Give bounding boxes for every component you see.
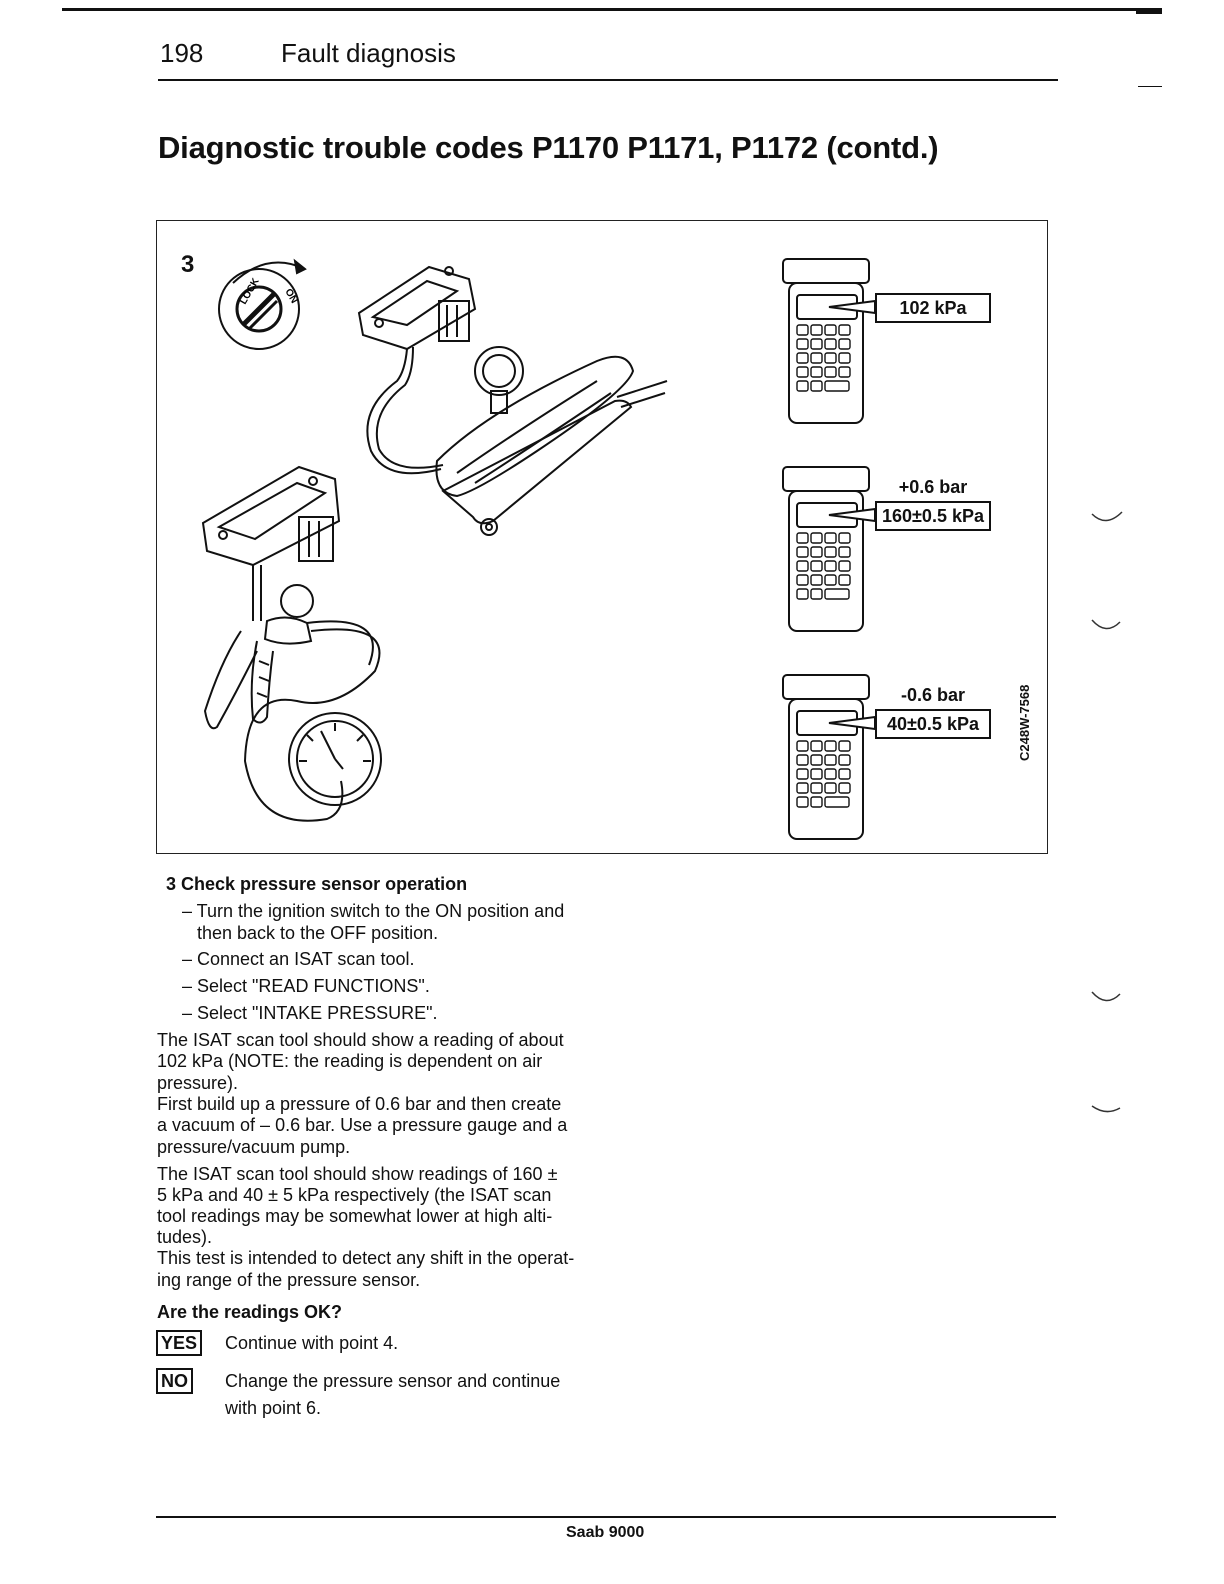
keypad-key — [811, 325, 822, 335]
question: Are the readings OK? — [157, 1302, 343, 1322]
page-number: 198 — [160, 38, 204, 68]
ignition-switch-icon — [219, 261, 305, 349]
no-tag: NO — [156, 1368, 193, 1394]
keypad-key — [825, 797, 849, 807]
ignition-on-label: ON — [282, 287, 300, 306]
keypad-key — [811, 575, 822, 585]
keypad-key — [797, 339, 808, 349]
keypad-key — [797, 783, 808, 793]
paragraph-line: a vacuum of – 0.6 bar. Use a pressure gauge and a — [157, 1115, 568, 1135]
keypad-key — [797, 741, 808, 751]
keypad-key — [839, 741, 850, 751]
keypad-key — [825, 769, 836, 779]
readout-value-1: 102 kPa — [875, 293, 991, 323]
keypad-key — [797, 589, 808, 599]
vacuum-pump — [205, 585, 313, 728]
keypad-key — [839, 547, 850, 557]
yes-tag: YES — [156, 1330, 202, 1356]
paragraph-line: pressure/vacuum pump. — [157, 1137, 351, 1157]
keypad-key — [797, 533, 808, 543]
paragraph-line: 102 kPa (NOTE: the reading is dependent on air — [157, 1051, 543, 1071]
instruction-step: – Select "READ FUNCTIONS". — [182, 976, 430, 996]
ignition-lock-label: LOCK — [238, 276, 262, 307]
keypad-key — [839, 783, 850, 793]
header-rule — [158, 79, 1058, 81]
keypad-key — [811, 367, 822, 377]
keypad-key — [825, 353, 836, 363]
keypad-key — [797, 325, 808, 335]
keypad-key — [797, 353, 808, 363]
keypad-key — [825, 575, 836, 585]
lower-pressure-sensor — [203, 467, 339, 565]
keypad-key — [811, 797, 822, 807]
keypad-key — [825, 589, 849, 599]
pressure-gauge-icon — [289, 713, 381, 805]
keypad-key — [797, 367, 808, 377]
keypad-key — [839, 339, 850, 349]
top-rule-mark — [1136, 8, 1162, 14]
readout-value-3: 40±0.5 kPa — [875, 709, 991, 739]
keypad-key — [797, 381, 808, 391]
paragraph-line: The ISAT scan tool should show a reading of about — [157, 1030, 564, 1050]
paragraph-line: pressure). — [157, 1073, 239, 1093]
keypad-key — [825, 325, 836, 335]
keypad-key — [797, 797, 808, 807]
intake-manifold — [436, 347, 667, 535]
keypad-key — [811, 533, 822, 543]
keypad-key — [797, 755, 808, 765]
footer-rule — [156, 1516, 1056, 1518]
paragraph-line: First build up a pressure of 0.6 bar and then create — [157, 1094, 562, 1114]
readout-label-2: +0.6 bar — [898, 477, 968, 497]
keypad-key — [839, 561, 850, 571]
page-title: Diagnostic trouble codes P1170 P1171, P1172 (contd.) — [158, 130, 939, 165]
keypad-key — [811, 741, 822, 751]
keypad-key — [811, 783, 822, 793]
keypad-key — [825, 755, 836, 765]
keypad-key — [811, 353, 822, 363]
keypad-key — [825, 547, 836, 557]
keypad-key — [825, 783, 836, 793]
instruction-step: – Select "INTAKE PRESSURE". — [182, 1003, 438, 1023]
paragraph-line: ing range of the pressure sensor. — [157, 1270, 421, 1290]
paragraph-line: tudes). — [157, 1227, 213, 1247]
keypad-key — [825, 533, 836, 543]
keypad-key — [797, 769, 808, 779]
section-title: Fault diagnosis — [281, 38, 456, 68]
keypad-key — [811, 561, 822, 571]
upper-pressure-sensor — [359, 267, 475, 349]
page-edge-marks — [1086, 500, 1126, 1140]
keypad-key — [825, 339, 836, 349]
paragraph-line: This test is intended to detect any shift in the operat- — [157, 1248, 575, 1268]
diagram-figure — [156, 220, 1048, 854]
keypad-key — [811, 547, 822, 557]
step-number: 3 — [181, 251, 195, 278]
keypad-key — [825, 741, 836, 751]
paragraph-line: The ISAT scan tool should show readings of 160 ± — [157, 1164, 558, 1184]
keypad-key — [811, 769, 822, 779]
keypad-key — [839, 575, 850, 585]
keypad-key — [825, 561, 836, 571]
paragraph-line: tool readings may be somewhat lower at high alti- — [157, 1206, 553, 1226]
keypad-key — [839, 755, 850, 765]
margin-mark — [1138, 86, 1162, 87]
paragraph-line: 5 kPa and 40 ± 5 kPa respectively (the ISAT scan — [157, 1185, 552, 1205]
keypad-key — [797, 547, 808, 557]
keypad-key — [811, 339, 822, 349]
instruction-step: – Turn the ignition switch to the ON position and — [182, 901, 565, 921]
top-rule — [62, 8, 1158, 11]
instruction-heading: 3 Check pressure sensor operation — [166, 874, 468, 894]
keypad-key — [839, 367, 850, 377]
keypad-key — [797, 561, 808, 571]
no-text: with point 6. — [225, 1398, 322, 1418]
keypad-key — [825, 381, 849, 391]
footer-text: Saab 9000 — [566, 1524, 645, 1541]
keypad-key — [811, 589, 822, 599]
keypad-key — [839, 533, 850, 543]
yes-text: Continue with point 4. — [225, 1333, 399, 1353]
keypad-key — [839, 769, 850, 779]
instruction-step: then back to the OFF position. — [197, 923, 439, 943]
readout-value-2: 160±0.5 kPa — [875, 501, 991, 531]
no-text: Change the pressure sensor and continue — [225, 1371, 561, 1391]
keypad-key — [839, 325, 850, 335]
keypad-key — [839, 353, 850, 363]
figure-id: C248W-7568 — [1017, 684, 1032, 761]
keypad-key — [811, 755, 822, 765]
instruction-step: – Connect an ISAT scan tool. — [182, 949, 415, 969]
readout-label-3: -0.6 bar — [900, 685, 966, 705]
keypad-key — [825, 367, 836, 377]
keypad-key — [811, 381, 822, 391]
keypad-key — [797, 575, 808, 585]
